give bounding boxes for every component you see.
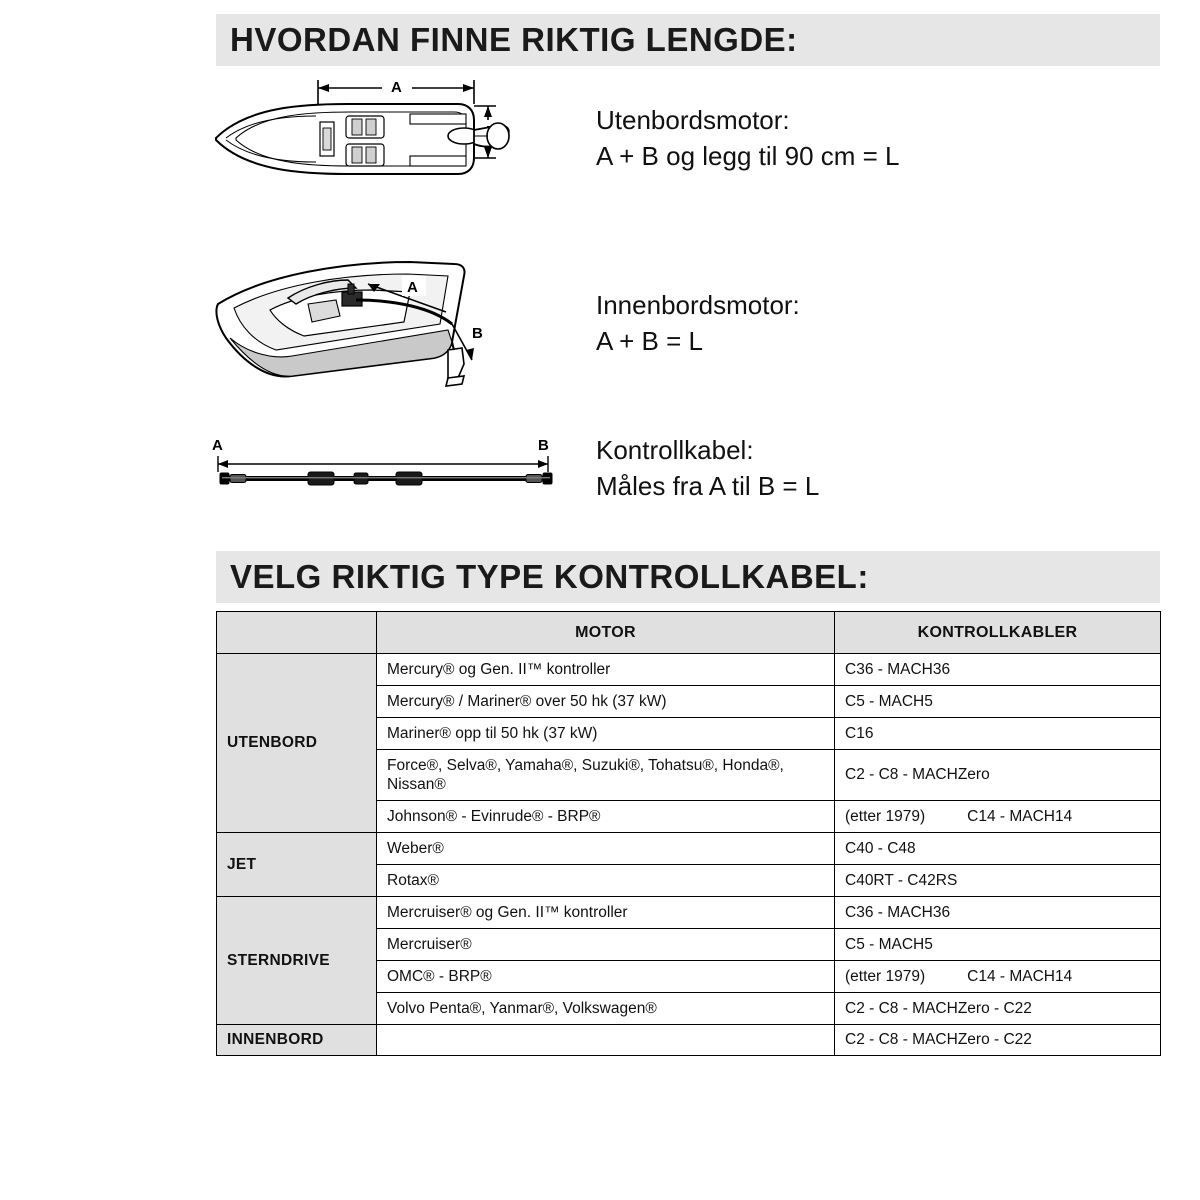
table-head [217, 612, 1161, 654]
group-label-utenbord: UTENBORD [217, 654, 377, 833]
header-motor: MOTOR [377, 612, 835, 654]
motor-cell: Mercruiser® [377, 929, 835, 961]
cable-cell: C2 - C8 - MACHZero - C22 [835, 1025, 1161, 1056]
cable-selection-table-wrap [216, 611, 1160, 1056]
table-row [217, 833, 1161, 865]
cable-year-note: (etter 1979) [845, 967, 926, 985]
header-cables: KONTROLLKABLER [835, 612, 1161, 654]
caption-inboard-formula: A + B = L [596, 326, 703, 356]
section-banner-cable-type-title: VELG RIKTIG TYPE KONTROLLKABEL: [230, 558, 869, 595]
motor-cell: OMC® - BRP® [377, 961, 835, 993]
cable-cell: C40RT - C42RS [835, 865, 1161, 897]
group-label-jet: JET [217, 833, 377, 897]
control-cable-diagram [196, 428, 576, 513]
cable-cell [835, 961, 1161, 993]
table-row [217, 897, 1161, 929]
header-group [217, 612, 377, 654]
cable-cell: C36 - MACH36 [835, 654, 1161, 686]
svg-text:A: A [407, 279, 418, 296]
group-label-innenbord: INNENBORD [217, 1025, 377, 1056]
cable-code: C14 - MACH14 [967, 807, 1073, 825]
motor-cell: Volvo Penta®, Yanmar®, Volkswagen® [377, 993, 835, 1025]
section-banner-measure-title: HVORDAN FINNE RIKTIG LENGDE: [230, 21, 798, 58]
motor-cell: Mercury® / Mariner® over 50 hk (37 kW) [377, 686, 835, 718]
svg-text:A: A [212, 437, 223, 454]
caption-inboard [596, 287, 800, 359]
cable-cell: C2 - C8 - MACHZero - C22 [835, 993, 1161, 1025]
group-label-sterndrive: STERNDRIVE [217, 897, 377, 1025]
caption-outboard-title: Utenbordsmotor: [596, 105, 790, 135]
table-row [217, 1025, 1161, 1056]
caption-cable [596, 432, 819, 504]
caption-inboard-title: Innenbordsmotor: [596, 290, 800, 320]
svg-text:B: B [472, 325, 483, 342]
table-body [217, 654, 1161, 1056]
inboard-boat-diagram [196, 238, 576, 413]
section-banner-cable-type [216, 551, 1160, 603]
caption-cable-title: Kontrollkabel: [596, 435, 754, 465]
cable-cell: C5 - MACH5 [835, 929, 1161, 961]
caption-cable-formula: Måles fra A til B = L [596, 471, 820, 501]
motor-cell: Johnson® - Evinrude® - BRP® [377, 801, 835, 833]
cable-cell: C40 - C48 [835, 833, 1161, 865]
cable-cell: C16 [835, 718, 1161, 750]
section-banner-measure [216, 14, 1160, 66]
motor-cell [377, 1025, 835, 1056]
motor-cell: Mariner® opp til 50 hk (37 kW) [377, 718, 835, 750]
cable-cell [835, 801, 1161, 833]
table-row [217, 654, 1161, 686]
caption-outboard-formula: A + B og legg til 90 cm = L [596, 141, 900, 171]
motor-cell: Force®, Selva®, Yamaha®, Suzuki®, Tohatsu®, Honda®, Nissan® [377, 750, 835, 801]
cable-code: C14 - MACH14 [967, 967, 1073, 985]
motor-cell: Rotax® [377, 865, 835, 897]
cable-year-note: (etter 1979) [845, 807, 926, 825]
svg-text:B: B [538, 437, 549, 454]
cable-cell: C2 - C8 - MACHZero [835, 750, 1161, 801]
svg-text:A: A [391, 79, 402, 96]
motor-cell: Mercury® og Gen. II™ kontroller [377, 654, 835, 686]
caption-outboard [596, 102, 900, 174]
outboard-boat-diagram [196, 60, 576, 235]
cable-selection-table [216, 611, 1161, 1056]
motor-cell: Weber® [377, 833, 835, 865]
motor-cell: Mercruiser® og Gen. II™ kontroller [377, 897, 835, 929]
cable-cell: C5 - MACH5 [835, 686, 1161, 718]
cable-cell: C36 - MACH36 [835, 897, 1161, 929]
table-header-row [217, 612, 1161, 654]
